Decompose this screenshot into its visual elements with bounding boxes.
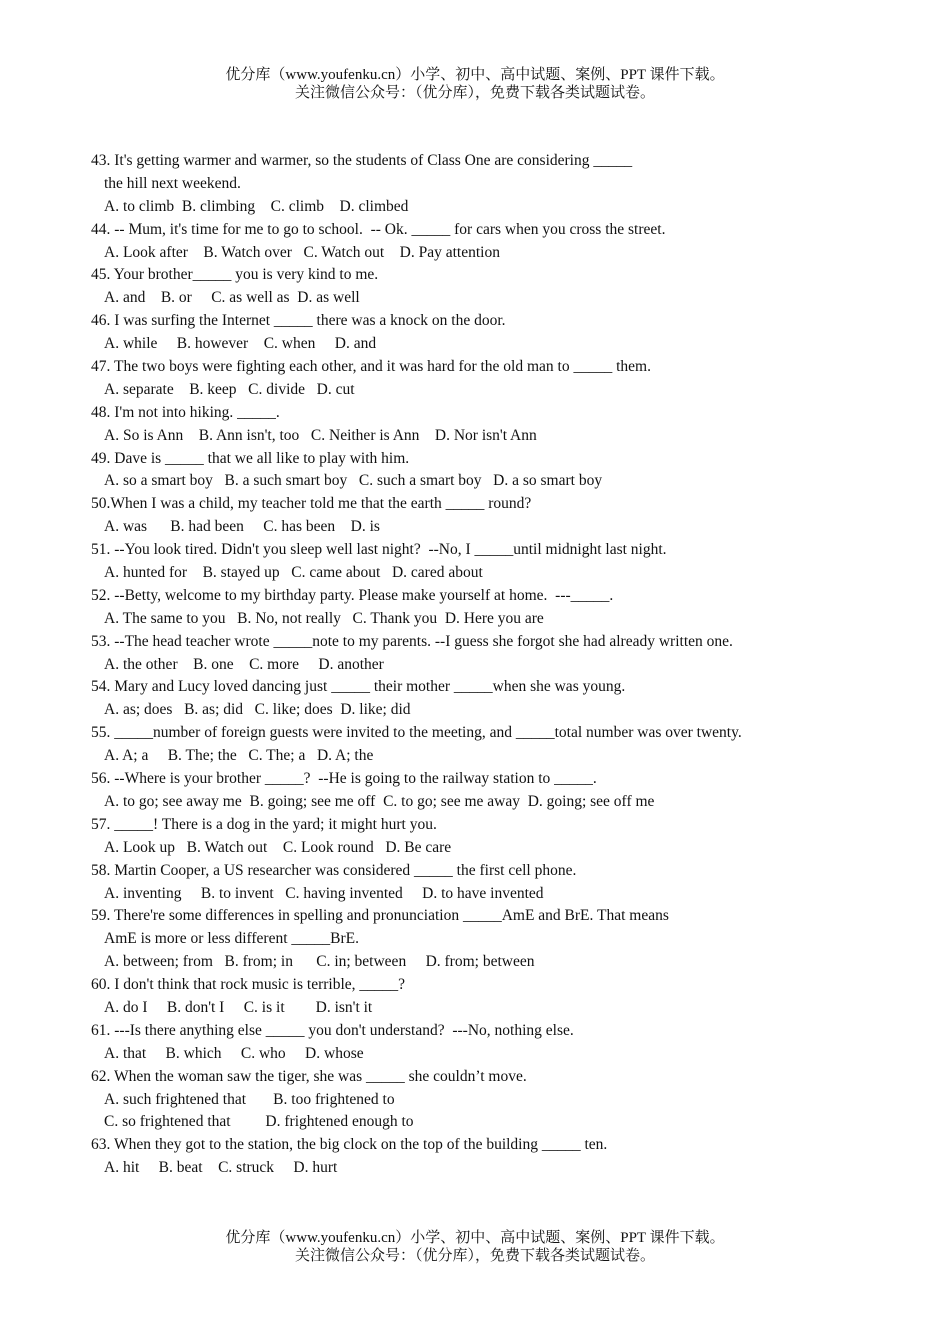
- question-options: A. do I B. don't I C. is it D. isn't it: [104, 998, 373, 1016]
- question-options: A. Look up B. Watch out C. Look round D. Be care: [104, 838, 452, 856]
- question-item: [91, 264, 911, 310]
- header-line-2: 关注微信公众号：（优分库），免费下载各类试题试卷。: [294, 85, 655, 101]
- page-footer: [0, 1229, 950, 1265]
- question-stem: 48. I'm not into hiking. _____.: [91, 403, 280, 421]
- question-options: A. So is Ann B. Ann isn't, too C. Neither is Ann D. Nor isn't Ann: [104, 426, 537, 444]
- question-stem: 51. --You look tired. Didn't you sleep well last night? --No, I _____until midnight last night.: [91, 541, 667, 559]
- question-item: [91, 905, 911, 974]
- question-item: [91, 1020, 911, 1066]
- question-options: A. that B. which C. who D. whose: [104, 1044, 364, 1062]
- question-options: A. was B. had been C. has been D. is: [104, 518, 380, 536]
- question-item: [91, 1066, 911, 1135]
- question-item: [91, 539, 911, 585]
- question-stem: 61. ---Is there anything else _____ you don't understand? ---No, nothing else.: [91, 1021, 574, 1039]
- question-stem: 62. When the woman saw the tiger, she was _____ she couldn’t move.: [91, 1067, 527, 1085]
- question-options: A. and B. or C. as well as D. as well: [104, 289, 360, 307]
- question-item: [91, 150, 911, 219]
- question-list: [91, 150, 911, 1180]
- question-item: [91, 356, 911, 402]
- question-item: [91, 860, 911, 906]
- question-stem: 46. I was surfing the Internet _____ there was a knock on the door.: [91, 312, 506, 330]
- question-item: [91, 814, 911, 860]
- question-options: A. the other B. one C. more D. another: [104, 655, 384, 673]
- question-stem: 56. --Where is your brother _____? --He is going to the railway station to _____.: [91, 770, 597, 788]
- question-stem: 55. _____number of foreign guests were invited to the meeting, and _____total number was over twenty.: [91, 724, 742, 742]
- header-line-1: 优分库（www.youfenku.cn）小学、初中、高中试题、案例、PPT 课件下载。: [225, 67, 725, 83]
- question-stem: 53. --The head teacher wrote _____note to my parents. --I guess she forgot she had already written one.: [91, 632, 733, 650]
- question-item: [91, 768, 911, 814]
- question-options: A. between; from B. from; in C. in; between D. from; between: [104, 953, 535, 971]
- question-stem: 44. -- Mum, it's time for me to go to school. -- Ok. _____ for cars when you cross the street.: [91, 220, 666, 238]
- question-stem: 58. Martin Cooper, a US researcher was considered _____ the first cell phone.: [91, 861, 577, 879]
- question-options: C. so frightened that D. frightened enough to: [104, 1113, 414, 1131]
- footer-line-2: 关注微信公众号：（优分库），免费下载各类试题试卷。: [294, 1248, 655, 1264]
- question-stem: 43. It's getting warmer and warmer, so the students of Class One are considering _____: [91, 152, 633, 169]
- question-stem-continued: the hill next weekend.: [104, 174, 241, 192]
- question-item: [91, 219, 911, 265]
- question-stem: 54. Mary and Lucy loved dancing just _____ their mother _____when she was young.: [91, 678, 626, 696]
- question-options: A. to go; see away me B. going; see me off C. to go; see me away D. going; see off me: [104, 792, 655, 810]
- question-options: A. as; does B. as; did C. like; does D. like; did: [104, 701, 411, 719]
- question-item: [91, 676, 911, 722]
- page-header: [0, 66, 950, 102]
- question-stem: 60. I don't think that rock music is terrible, _____?: [91, 976, 406, 994]
- footer-line-1: 优分库（www.youfenku.cn）小学、初中、高中试题、案例、PPT 课件下载。: [225, 1230, 725, 1246]
- question-item: [91, 974, 911, 1020]
- question-stem: 57. _____! There is a dog in the yard; it might hurt you.: [91, 815, 437, 833]
- question-stem: 45. Your brother_____ you is very kind to me.: [91, 266, 379, 284]
- question-item: [91, 402, 911, 448]
- question-stem: 49. Dave is _____ that we all like to play with him.: [91, 449, 410, 467]
- question-options: A. The same to you B. No, not really C. Thank you D. Here you are: [104, 609, 544, 627]
- question-options: A. hunted for B. stayed up C. came about D. cared about: [104, 564, 483, 582]
- question-stem: 47. The two boys were fighting each other, and it was hard for the old man to _____ them.: [91, 358, 651, 376]
- question-options: A. while B. however C. when D. and: [104, 335, 377, 353]
- question-options: A. hit B. beat C. struck D. hurt: [104, 1159, 338, 1177]
- question-stem: 50.When I was a child, my teacher told me that the earth _____ round?: [91, 495, 532, 513]
- question-options: A. such frightened that B. too frightened to: [104, 1090, 395, 1108]
- question-item: [91, 631, 911, 677]
- question-item: [91, 585, 911, 631]
- question-stem-continued: AmE is more or less different _____BrE.: [104, 930, 359, 948]
- question-options: A. A; a B. The; the C. The; a D. A; the: [104, 747, 374, 765]
- question-stem: 63. When they got to the station, the big clock on the top of the building _____ ten.: [91, 1136, 608, 1154]
- question-options: A. Look after B. Watch over C. Watch out D. Pay attention: [104, 243, 500, 261]
- question-item: [91, 722, 911, 768]
- question-item: [91, 448, 911, 494]
- question-stem: 59. There're some differences in spelling and pronunciation _____AmE and BrE. That means: [91, 907, 669, 925]
- question-item: [91, 493, 911, 539]
- question-options: A. to climb B. climbing C. climb D. climbed: [104, 197, 409, 215]
- question-options: A. separate B. keep C. divide D. cut: [104, 380, 355, 398]
- question-options: A. inventing B. to invent C. having invented D. to have invented: [104, 884, 544, 902]
- question-item: [91, 310, 911, 356]
- question-options: A. so a smart boy B. a such smart boy C. such a smart boy D. a so smart boy: [104, 472, 603, 490]
- question-item: [91, 1134, 911, 1180]
- question-stem: 52. --Betty, welcome to my birthday party. Please make yourself at home. ---_____.: [91, 586, 614, 604]
